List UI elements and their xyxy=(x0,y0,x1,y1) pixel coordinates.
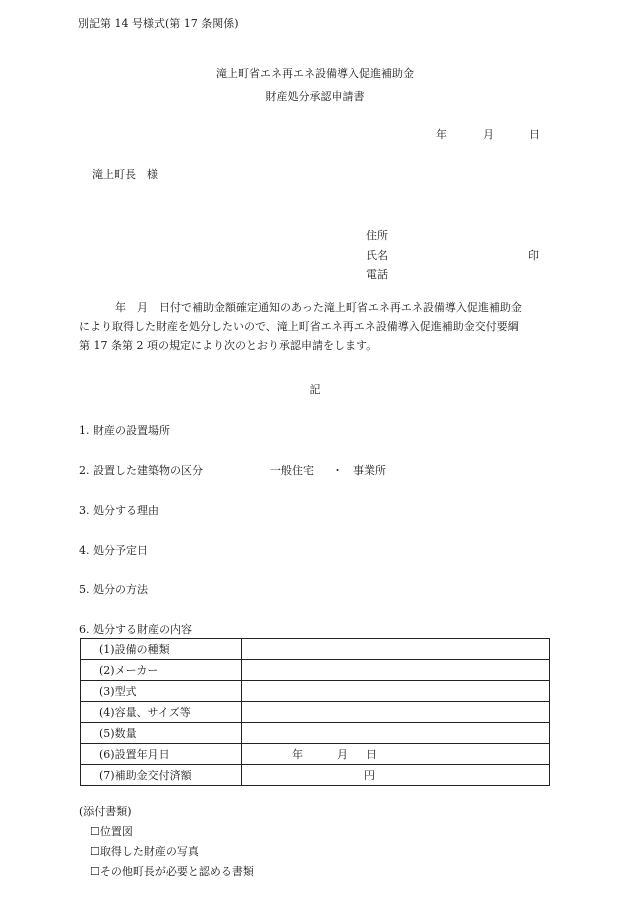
table-row-label: (1)設備の種類 xyxy=(81,639,242,660)
installation-date-value[interactable] xyxy=(242,744,550,765)
table-row-label: (7)補助金交付済額 xyxy=(81,765,242,786)
date-month-label: 月 xyxy=(483,128,494,141)
address-label: 住所 xyxy=(366,229,388,242)
request-line-3: 第 17 条第 2 項の規定により次のとおり承認申請をします。 xyxy=(79,339,378,352)
table-row-value[interactable] xyxy=(242,639,550,660)
table-row-value[interactable] xyxy=(242,723,550,744)
table-row-label: (6)設置年月日 xyxy=(81,744,242,765)
install-month-label: 月 xyxy=(337,748,348,761)
document-title-line2: 財産処分承認申請書 xyxy=(265,90,365,103)
request-paragraph xyxy=(79,298,554,355)
yen-unit-label: 円 xyxy=(364,769,375,782)
request-line-2: により取得した財産を処分したいので、滝上町省エネ再エネ設備導入促進補助金交付要綱 xyxy=(79,320,519,333)
table-row xyxy=(81,681,550,702)
item-property-contents: 6. 処分する財産の内容 xyxy=(79,623,192,636)
request-line-1: 年 月 日付で補助金額確定通知のあった滝上町省エネ再エネ設備導入促進補助金 xyxy=(115,301,522,314)
attachment-other-documents[interactable]: ☐その他町長が必要と認める書類 xyxy=(90,865,254,878)
item-disposal-reason: 3. 処分する理由 xyxy=(79,504,159,517)
seal-mark: 印 xyxy=(528,249,539,262)
item-building-category: 2. 設置した建築物の区分 xyxy=(79,464,203,477)
addressee: 滝上町長 様 xyxy=(92,168,158,181)
attachment-property-photo[interactable]: ☐取得した財産の写真 xyxy=(90,845,199,858)
form-number: 別記第 14 号様式(第 17 条関係) xyxy=(78,17,239,30)
date-day-label: 日 xyxy=(529,128,540,141)
building-option-residential: 一般住宅 xyxy=(270,464,314,477)
attachments-heading: (添付書類) xyxy=(79,805,132,818)
building-option-office: 事業所 xyxy=(353,464,386,477)
table-row xyxy=(81,702,550,723)
table-row-value[interactable] xyxy=(242,702,550,723)
building-option-separator: ・ xyxy=(332,464,343,477)
property-details-table xyxy=(80,638,550,786)
item-disposal-date: 4. 処分予定日 xyxy=(79,544,148,557)
document-title-line1: 滝上町省エネ再エネ設備導入促進補助金 xyxy=(216,67,414,80)
table-row xyxy=(81,660,550,681)
item-disposal-method: 5. 処分の方法 xyxy=(79,583,148,596)
table-row xyxy=(81,765,550,786)
table-row-value[interactable] xyxy=(242,660,550,681)
install-year-label: 年 xyxy=(292,748,303,761)
ki-heading: 記 xyxy=(309,383,321,396)
table-row-label: (5)数量 xyxy=(81,723,242,744)
subsidy-amount-value[interactable] xyxy=(242,765,550,786)
name-label: 氏名 xyxy=(366,249,388,262)
table-row xyxy=(81,723,550,744)
attachment-location-map[interactable]: ☐位置図 xyxy=(90,825,133,838)
date-year-label: 年 xyxy=(436,128,447,141)
table-row-value[interactable] xyxy=(242,681,550,702)
table-row xyxy=(81,639,550,660)
table-row-label: (3)型式 xyxy=(81,681,242,702)
install-day-label: 日 xyxy=(366,748,377,761)
phone-label: 電話 xyxy=(366,268,388,281)
table-row xyxy=(81,744,550,765)
table-row-label: (2)メーカー xyxy=(81,660,242,681)
item-installation-location: 1. 財産の設置場所 xyxy=(79,424,170,437)
table-row-label: (4)容量、サイズ等 xyxy=(81,702,242,723)
